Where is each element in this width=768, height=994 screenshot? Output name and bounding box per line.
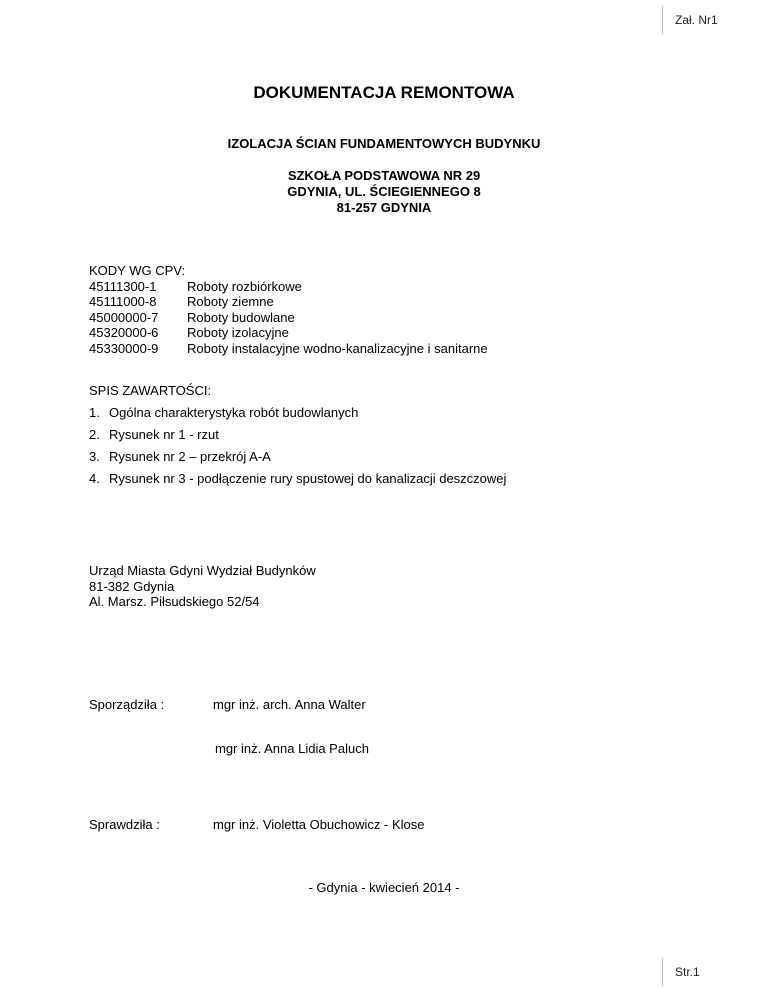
cpv-row [89, 310, 488, 326]
contents-item [89, 405, 506, 427]
contents-number: 1. [89, 405, 100, 420]
contents-item [89, 427, 506, 449]
contents-label: Ogólna charakterystyka robót budowlanych [109, 405, 359, 420]
page-number-label: Str.1 [662, 958, 742, 986]
office-line: 81-382 Gdynia [89, 578, 175, 594]
contents-block [89, 383, 506, 493]
contents-item [89, 449, 506, 471]
cpv-label: Roboty izolacyjne [187, 325, 289, 340]
office-block [89, 563, 316, 610]
cpv-code: 45330000-9 [89, 340, 159, 356]
cpv-code: 45111000-8 [89, 294, 157, 309]
checked-name: mgr inż. Violetta Obuchowicz - Klose [213, 817, 425, 832]
cpv-code: 45111300-1 [89, 278, 157, 294]
checked-label: Sprawdziła : [89, 817, 160, 832]
cpv-label: Roboty instalacyjne wodno-kanalizacyjne i sanitarne [187, 340, 488, 356]
contents-label: Rysunek nr 2 – przekrój A-A [109, 449, 271, 464]
cpv-code: 45000000-7 [89, 309, 159, 325]
cpv-row [89, 279, 488, 295]
cpv-block [89, 263, 488, 356]
document-subtitle: IZOLACJA ŚCIAN FUNDAMENTOWYCH BUDYNKU [227, 136, 541, 151]
office-line: Urząd Miasta Gdyni Wydział Budynków [89, 563, 316, 578]
cpv-heading: KODY WG CPV: [89, 263, 186, 278]
contents-number: 4. [89, 471, 100, 486]
contents-label: Rysunek nr 3 - podłączenie rury spustowej do kanalizacji deszczowej [109, 471, 507, 486]
cpv-row [89, 294, 488, 310]
school-name: SZKOŁA PODSTAWOWA NR 29 [287, 168, 481, 183]
cpv-code: 45320000-6 [89, 325, 159, 340]
cpv-row [89, 341, 488, 357]
cpv-label: Roboty rozbiórkowe [187, 278, 302, 294]
prepared-name-1: mgr inż. arch. Anna Walter [213, 697, 366, 712]
contents-label: Rysunek nr 1 - rzut [109, 427, 219, 442]
contents-number: 2. [89, 427, 100, 442]
cpv-row [89, 325, 488, 341]
prepared-name-2: mgr inż. Anna Lidia Paluch [215, 741, 369, 756]
school-block [0, 168, 768, 216]
contents-item [89, 471, 506, 493]
school-address: GDYNIA, UL. ŚCIEGIENNEGO 8 [287, 184, 481, 199]
contents-heading: SPIS ZAWARTOŚCI: [89, 383, 212, 398]
cpv-label: Roboty budowlane [187, 309, 295, 325]
document-title: DOKUMENTACJA REMONTOWA [253, 83, 515, 102]
office-line: Al. Marsz. Piłsudskiego 52/54 [89, 594, 260, 609]
attachment-label: Zał. Nr1 [662, 6, 742, 34]
cpv-label: Roboty ziemne [187, 294, 274, 309]
date-line: - Gdynia - kwiecień 2014 - [308, 880, 460, 895]
school-postal: 81-257 GDYNIA [336, 200, 432, 215]
prepared-label: Sporządziła : [89, 697, 165, 712]
contents-number: 3. [89, 449, 100, 464]
